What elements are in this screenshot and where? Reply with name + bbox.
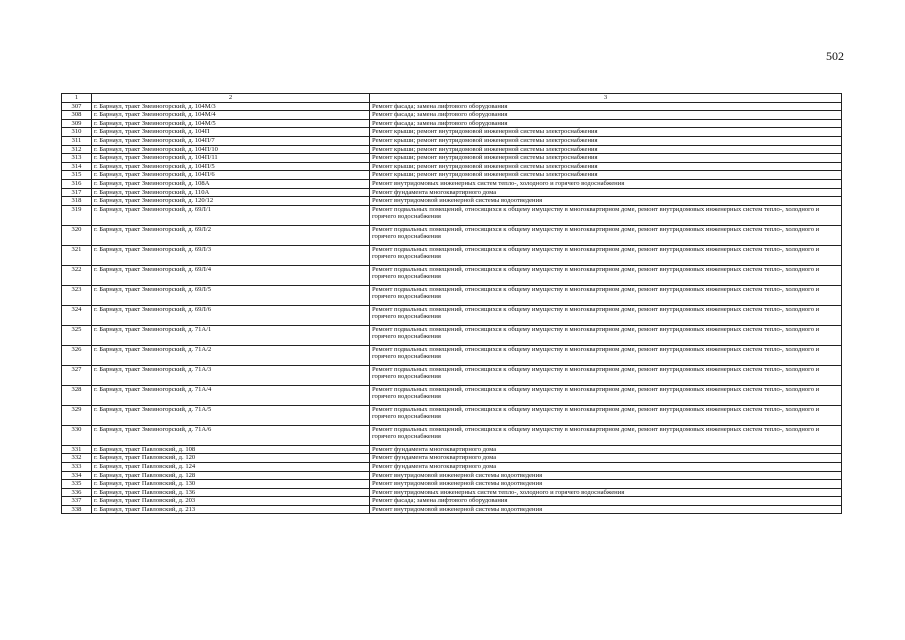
row-number: 316 bbox=[62, 179, 92, 188]
table-row bbox=[62, 128, 842, 137]
table-row bbox=[62, 285, 842, 305]
row-number: 321 bbox=[62, 245, 92, 265]
row-number: 311 bbox=[62, 136, 92, 145]
row-work: Ремонт фундамента многоквартирного дома bbox=[370, 454, 842, 463]
row-work: Ремонт внутридомовой инженерной системы водоотведения bbox=[370, 197, 842, 206]
row-address: г. Барнаул, тракт Змеиногорский, д. 69Л/6 bbox=[92, 305, 370, 325]
row-work: Ремонт внутридомовой инженерной системы водоотведения bbox=[370, 471, 842, 480]
row-address: г. Барнаул, тракт Змеиногорский, д. 71А/1 bbox=[92, 325, 370, 345]
row-number: 310 bbox=[62, 128, 92, 137]
table-row bbox=[62, 462, 842, 471]
row-number: 326 bbox=[62, 345, 92, 365]
row-work: Ремонт подвальных помещений, относящихся к общему имуществу в многоквартирном доме, ремонт внутридомовых инженерных систем тепло-, холодного и горячего водоснабжения bbox=[370, 385, 842, 405]
row-work: Ремонт подвальных помещений, относящихся к общему имуществу в многоквартирном доме, ремонт внутридомовых инженерных систем тепло-, холодного и горячего водоснабжения bbox=[370, 365, 842, 385]
row-work: Ремонт подвальных помещений, относящихся к общему имуществу в многоквартирном доме, ремонт внутридомовых инженерных систем тепло-, холодного и горячего водоснабжения bbox=[370, 205, 842, 225]
row-number: 324 bbox=[62, 305, 92, 325]
row-address: г. Барнаул, тракт Змеиногорский, д. 104П/10 bbox=[92, 145, 370, 154]
row-number: 325 bbox=[62, 325, 92, 345]
row-work: Ремонт подвальных помещений, относящихся к общему имуществу в многоквартирном доме, ремонт внутридомовых инженерных систем тепло-, холодного и горячего водоснабжения bbox=[370, 425, 842, 445]
row-number: 313 bbox=[62, 154, 92, 163]
row-work: Ремонт подвальных помещений, относящихся к общему имуществу в многоквартирном доме, ремонт внутридомовых инженерных систем тепло-, холодного и горячего водоснабжения bbox=[370, 345, 842, 365]
row-work: Ремонт фундамента многоквартирного дома bbox=[370, 462, 842, 471]
row-number: 307 bbox=[62, 102, 92, 111]
row-work: Ремонт подвальных помещений, относящихся к общему имуществу в многоквартирном доме, ремонт внутридомовых инженерных систем тепло-, холодного и горячего водоснабжения bbox=[370, 265, 842, 285]
table-header-row bbox=[62, 94, 842, 103]
row-number: 308 bbox=[62, 111, 92, 120]
table-row bbox=[62, 454, 842, 463]
row-address: г. Барнаул, тракт Змеиногорский, д. 71А/4 bbox=[92, 385, 370, 405]
page-number: 502 bbox=[826, 49, 844, 63]
row-work: Ремонт фасада; замена лифтового оборудования bbox=[370, 111, 842, 120]
row-work: Ремонт фасада; замена лифтового оборудования bbox=[370, 119, 842, 128]
row-work: Ремонт крыши; ремонт внутридомовой инженерной системы электроснабжения bbox=[370, 154, 842, 163]
row-address: г. Барнаул, тракт Змеиногорский, д. 120/12 bbox=[92, 197, 370, 206]
row-number: 320 bbox=[62, 225, 92, 245]
row-number: 336 bbox=[62, 488, 92, 497]
row-address: г. Барнаул, тракт Змеиногорский, д. 104М/4 bbox=[92, 111, 370, 120]
row-number: 318 bbox=[62, 197, 92, 206]
row-address: г. Барнаул, тракт Змеиногорский, д. 104М/3 bbox=[92, 102, 370, 111]
header-col-2: 2 bbox=[92, 94, 370, 103]
row-address: г. Барнаул, тракт Змеиногорский, д. 69Л/2 bbox=[92, 225, 370, 245]
table-row bbox=[62, 345, 842, 365]
row-number: 335 bbox=[62, 480, 92, 489]
row-work: Ремонт крыши; ремонт внутридомовой инженерной системы электроснабжения bbox=[370, 171, 842, 180]
row-number: 312 bbox=[62, 145, 92, 154]
row-work: Ремонт внутридомовых инженерных систем тепло-, холодного и горячего водоснабжения bbox=[370, 179, 842, 188]
row-work: Ремонт фундамента многоквартирного дома bbox=[370, 445, 842, 454]
row-work: Ремонт подвальных помещений, относящихся к общему имуществу в многоквартирном доме, ремонт внутридомовых инженерных систем тепло-, холодного и горячего водоснабжения bbox=[370, 285, 842, 305]
row-work: Ремонт внутридомовой инженерной системы водоотведения bbox=[370, 505, 842, 514]
table-row bbox=[62, 197, 842, 206]
table-row bbox=[62, 405, 842, 425]
row-address: г. Барнаул, тракт Змеиногорский, д. 104П/5 bbox=[92, 162, 370, 171]
row-work: Ремонт внутридомовых инженерных систем тепло-, холодного и горячего водоснабжения bbox=[370, 488, 842, 497]
row-address: г. Барнаул, тракт Змеиногорский, д. 104М/5 bbox=[92, 119, 370, 128]
row-number: 327 bbox=[62, 365, 92, 385]
row-number: 330 bbox=[62, 425, 92, 445]
row-number: 338 bbox=[62, 505, 92, 514]
row-work: Ремонт крыши; ремонт внутридомовой инженерной системы электроснабжения bbox=[370, 162, 842, 171]
row-address: г. Барнаул, тракт Змеиногорский, д. 71А/6 bbox=[92, 425, 370, 445]
row-number: 323 bbox=[62, 285, 92, 305]
row-number: 329 bbox=[62, 405, 92, 425]
table-row bbox=[62, 188, 842, 197]
row-work: Ремонт крыши; ремонт внутридомовой инженерной системы электроснабжения bbox=[370, 145, 842, 154]
row-address: г. Барнаул, тракт Змеиногорский, д. 108А bbox=[92, 179, 370, 188]
header-col-1: 1 bbox=[62, 94, 92, 103]
row-number: 333 bbox=[62, 462, 92, 471]
row-address: г. Барнаул, тракт Павловский, д. 124 bbox=[92, 462, 370, 471]
table-row bbox=[62, 425, 842, 445]
row-number: 337 bbox=[62, 497, 92, 506]
row-address: г. Барнаул, тракт Змеиногорский, д. 104П/6 bbox=[92, 171, 370, 180]
row-number: 315 bbox=[62, 171, 92, 180]
row-address: г. Барнаул, тракт Змеиногорский, д. 110А bbox=[92, 188, 370, 197]
row-number: 317 bbox=[62, 188, 92, 197]
row-address: г. Барнаул, тракт Змеиногорский, д. 69Л/4 bbox=[92, 265, 370, 285]
table-row bbox=[62, 225, 842, 245]
row-work: Ремонт фундамента многоквартирного дома bbox=[370, 188, 842, 197]
row-address: г. Барнаул, тракт Змеиногорский, д. 104П bbox=[92, 128, 370, 137]
row-address: г. Барнаул, тракт Змеиногорский, д. 104П/7 bbox=[92, 136, 370, 145]
table-row bbox=[62, 265, 842, 285]
row-work: Ремонт внутридомовой инженерной системы водоотведения bbox=[370, 480, 842, 489]
table-row bbox=[62, 445, 842, 454]
row-number: 322 bbox=[62, 265, 92, 285]
row-address: г. Барнаул, тракт Павловский, д. 130 bbox=[92, 480, 370, 489]
header-col-3: 3 bbox=[370, 94, 842, 103]
row-address: г. Барнаул, тракт Змеиногорский, д. 69Л/3 bbox=[92, 245, 370, 265]
row-address: г. Барнаул, тракт Змеиногорский, д. 69Л/1 bbox=[92, 205, 370, 225]
table-row bbox=[62, 325, 842, 345]
table-row bbox=[62, 471, 842, 480]
table-row bbox=[62, 145, 842, 154]
row-address: г. Барнаул, тракт Змеиногорский, д. 104П/11 bbox=[92, 154, 370, 163]
row-work: Ремонт подвальных помещений, относящихся к общему имуществу в многоквартирном доме, ремонт внутридомовых инженерных систем тепло-, холодного и горячего водоснабжения bbox=[370, 305, 842, 325]
table-row bbox=[62, 102, 842, 111]
table-row bbox=[62, 171, 842, 180]
row-number: 314 bbox=[62, 162, 92, 171]
row-address: г. Барнаул, тракт Павловский, д. 203 bbox=[92, 497, 370, 506]
row-number: 319 bbox=[62, 205, 92, 225]
row-work: Ремонт крыши; ремонт внутридомовой инженерной системы электроснабжения bbox=[370, 128, 842, 137]
row-number: 332 bbox=[62, 454, 92, 463]
row-address: г. Барнаул, тракт Павловский, д. 108 bbox=[92, 445, 370, 454]
table-row bbox=[62, 154, 842, 163]
row-address: г. Барнаул, тракт Павловский, д. 136 bbox=[92, 488, 370, 497]
row-work: Ремонт подвальных помещений, относящихся к общему имуществу в многоквартирном доме, ремонт внутридомовых инженерных систем тепло-, холодного и горячего водоснабжения bbox=[370, 225, 842, 245]
table-row bbox=[62, 179, 842, 188]
row-number: 309 bbox=[62, 119, 92, 128]
table-row bbox=[62, 385, 842, 405]
row-address: г. Барнаул, тракт Павловский, д. 120 bbox=[92, 454, 370, 463]
row-work: Ремонт подвальных помещений, относящихся к общему имуществу в многоквартирном доме, ремонт внутридомовых инженерных систем тепло-, холодного и горячего водоснабжения bbox=[370, 325, 842, 345]
row-address: г. Барнаул, тракт Павловский, д. 213 bbox=[92, 505, 370, 514]
row-work: Ремонт фасада; замена лифтового оборудования bbox=[370, 497, 842, 506]
table-row bbox=[62, 245, 842, 265]
table-row bbox=[62, 497, 842, 506]
row-address: г. Барнаул, тракт Змеиногорский, д. 71А/2 bbox=[92, 345, 370, 365]
table-row bbox=[62, 162, 842, 171]
table-row bbox=[62, 205, 842, 225]
row-work: Ремонт подвальных помещений, относящихся к общему имуществу в многоквартирном доме, ремонт внутридомовых инженерных систем тепло-, холодного и горячего водоснабжения bbox=[370, 245, 842, 265]
row-number: 334 bbox=[62, 471, 92, 480]
row-number: 328 bbox=[62, 385, 92, 405]
works-table bbox=[61, 93, 842, 514]
row-work: Ремонт фасада; замена лифтового оборудования bbox=[370, 102, 842, 111]
row-work: Ремонт крыши; ремонт внутридомовой инженерной системы электроснабжения bbox=[370, 136, 842, 145]
table-row bbox=[62, 488, 842, 497]
table-row bbox=[62, 365, 842, 385]
row-number: 331 bbox=[62, 445, 92, 454]
table-row bbox=[62, 111, 842, 120]
table-row bbox=[62, 480, 842, 489]
row-work: Ремонт подвальных помещений, относящихся к общему имуществу в многоквартирном доме, ремонт внутридомовых инженерных систем тепло-, холодного и горячего водоснабжения bbox=[370, 405, 842, 425]
row-address: г. Барнаул, тракт Павловский, д. 128 bbox=[92, 471, 370, 480]
table-body bbox=[62, 94, 842, 514]
row-address: г. Барнаул, тракт Змеиногорский, д. 69Л/5 bbox=[92, 285, 370, 305]
table-row bbox=[62, 305, 842, 325]
table-row bbox=[62, 136, 842, 145]
row-address: г. Барнаул, тракт Змеиногорский, д. 71А/5 bbox=[92, 405, 370, 425]
table-row bbox=[62, 119, 842, 128]
table-row bbox=[62, 505, 842, 514]
row-address: г. Барнаул, тракт Змеиногорский, д. 71А/3 bbox=[92, 365, 370, 385]
